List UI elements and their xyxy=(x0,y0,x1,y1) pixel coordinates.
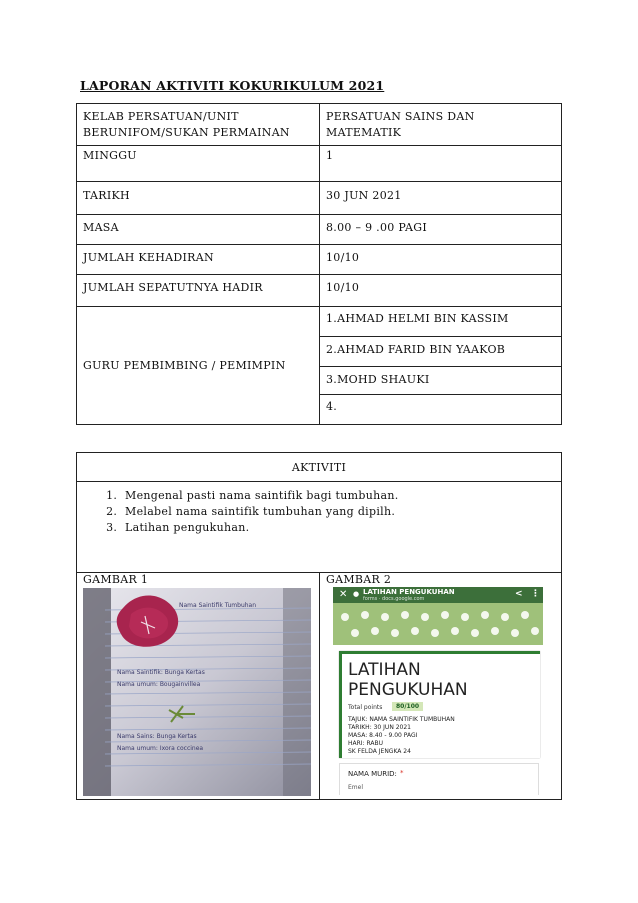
sepatutnya-label: JUMLAH SEPATUTNYA HADIR xyxy=(77,275,320,307)
kelab-value: PERSATUAN SAINS DAN MATEMATIK xyxy=(320,104,562,146)
svg-text:Nama umum: Bougainvillea: Nama umum: Bougainvillea xyxy=(117,681,201,688)
name-field-label: NAMA MURID: xyxy=(348,770,397,778)
guru-name: 4. xyxy=(320,395,562,425)
aktiviti-list-cell xyxy=(77,482,562,573)
gambar2-label: GAMBAR 2 xyxy=(320,573,562,800)
guru-name: 3.MOHD SHAUKI xyxy=(320,367,562,395)
share-icon[interactable]: < xyxy=(515,589,523,599)
svg-text:Nama Sains: Bunga Kertas: Nama Sains: Bunga Kertas xyxy=(117,733,197,740)
aktiviti-item: 1. Mengenal pasti nama saintifik bagi tumbuhan. xyxy=(121,488,555,504)
required-mark: * xyxy=(400,769,404,777)
points-value: 80/100 xyxy=(392,702,423,711)
form-banner xyxy=(333,603,543,645)
masa-value: 8.00 – 9 .00 PAGI xyxy=(320,215,562,245)
guru-name: 1.AHMAD HELMI BIN KASSIM xyxy=(320,307,562,337)
svg-text:Nama Saintifik: Bunga Kertas: Nama Saintifik: Bunga Kertas xyxy=(117,669,205,676)
sepatutnya-value: 10/10 xyxy=(320,275,562,307)
form-tab-title: LATIHAN PENGUKUHAN xyxy=(363,588,455,596)
aktiviti-list xyxy=(83,488,555,536)
info-table xyxy=(76,103,562,425)
email-label: Emel xyxy=(348,784,363,791)
gambar2-photo xyxy=(333,587,543,795)
form-title-line2: PENGUKUHAN xyxy=(348,680,468,700)
svg-text:Nama Saintifik Tumbuhan: Nama Saintifik Tumbuhan xyxy=(179,602,257,609)
form-info-line: TARIKH: 30 JUN 2021 xyxy=(348,724,411,731)
tarikh-label: TARIKH xyxy=(77,182,320,215)
kehadiran-value: 10/10 xyxy=(320,245,562,275)
minggu-value: 1 xyxy=(320,146,562,182)
masa-label: MASA xyxy=(77,215,320,245)
aktiviti-heading: AKTIVITI xyxy=(77,453,562,482)
aktiviti-item: 3. Latihan pengukuhan. xyxy=(121,520,555,536)
minggu-label: MINGGU xyxy=(77,146,320,182)
form-info-line: SK FELDA JENGKA 24 xyxy=(348,748,411,755)
guru-name: 2.AHMAD FARID BIN YAAKOB xyxy=(320,337,562,367)
form-top-bar xyxy=(333,587,543,603)
gambar1-photo xyxy=(83,588,311,796)
form-info-line: TAJUK: NAMA SAINTIFIK TUMBUHAN xyxy=(348,716,455,723)
tarikh-value: 30 JUN 2021 xyxy=(320,182,562,215)
form-url: forms · docs.google.com xyxy=(363,596,425,602)
form-card xyxy=(339,651,540,758)
lock-icon: ● xyxy=(353,590,360,598)
aktiviti-item: 2. Melabel nama saintifik tumbuhan yang dipilh. xyxy=(121,504,555,520)
form-title-line1: LATIHAN xyxy=(348,660,421,680)
close-icon[interactable]: ✕ xyxy=(339,589,348,600)
form-info-line: HARI: RABU xyxy=(348,740,384,747)
name-field-card[interactable] xyxy=(339,763,539,795)
gambar1-label: GAMBAR 1 xyxy=(77,573,320,800)
more-icon[interactable]: ⋮ xyxy=(531,589,540,599)
notebook-image xyxy=(83,588,311,796)
svg-text:Nama umum: Ixora coccinea: Nama umum: Ixora coccinea xyxy=(117,745,204,752)
kelab-label: KELAB PERSATUAN/UNIT BERUNIFOM/SUKAN PERMAINAN xyxy=(77,104,320,146)
kehadiran-label: JUMLAH KEHADIRAN xyxy=(77,245,320,275)
points-label: Total points xyxy=(348,704,383,711)
form-info-line: MASA: 8.40 - 9.00 PAGI xyxy=(348,732,418,739)
guru-label: GURU PEMBIMBING / PEMIMPIN xyxy=(77,307,320,425)
report-title: LAPORAN AKTIVITI KOKURIKULUM 2021 xyxy=(80,78,385,93)
